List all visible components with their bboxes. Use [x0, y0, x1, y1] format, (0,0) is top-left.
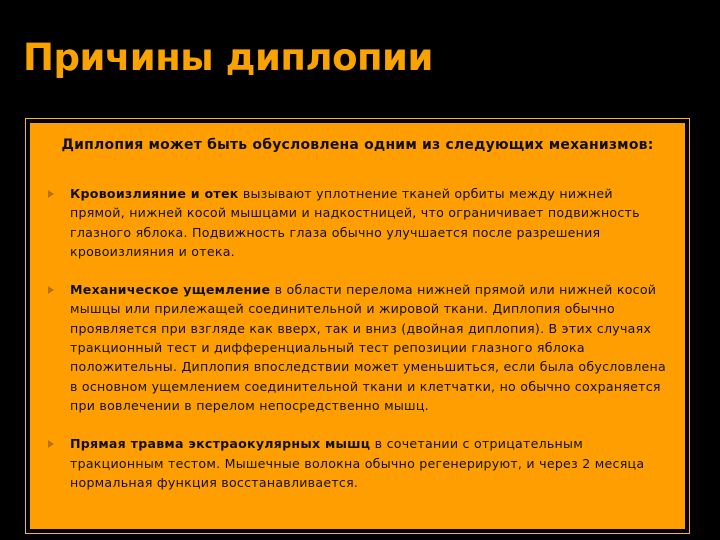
slide-title: Причины диплопии: [23, 36, 433, 79]
bullet-term: Механическое ущемление: [70, 282, 271, 298]
bullet-text: в сочетании с отрицательным тракционным тестом. Мышечные волокна обычно регенерируют, и через 2 месяца нормальная функция восстанавливается.: [70, 436, 645, 490]
bullet-arrow-icon: [48, 440, 54, 448]
bullet-item-muscle-trauma: [30, 434, 685, 492]
bullet-list: [30, 184, 685, 492]
intro-text: Диплопия может быть обусловлена одним из следующих механизмов:: [61, 137, 654, 153]
bullet-text: вызывают уплотнение тканей орбиты между нижней прямой, нижней косой мышцами и надкостницей, что ограничивает подвижность глазного яблока. Подвижность глаза обычно улучшается после разрешения кровоизлияния и отека.: [70, 186, 640, 259]
bullet-text: в области перелома нижней прямой или нижней косой мышцы или прилежащей соединительной и жировой ткани. Диплопия обычно проявляется при взгляде как вверх, так и вниз (двойная диплопия). В этих случаях тракционный тест и дифференциальный тест репозиции глазного яблока положительны. Диплопия впоследствии может уменьшиться, если была обусловлена в основном ущемлением соединительной ткани и клетчатки, но обычно сохраняется при вовлечении в перелом непосредственно мышц.: [70, 282, 666, 413]
bullet-term: Прямая травма экстраокулярных мышц: [70, 436, 371, 452]
bullet-term: Кровоизлияние и отек: [70, 186, 239, 201]
bullet-item-hemorrhage: [30, 184, 685, 261]
bullet-item-entrapment: [30, 280, 685, 415]
bullet-arrow-icon: [48, 286, 54, 294]
content-panel: [27, 120, 688, 532]
bullet-arrow-icon: [48, 190, 54, 198]
